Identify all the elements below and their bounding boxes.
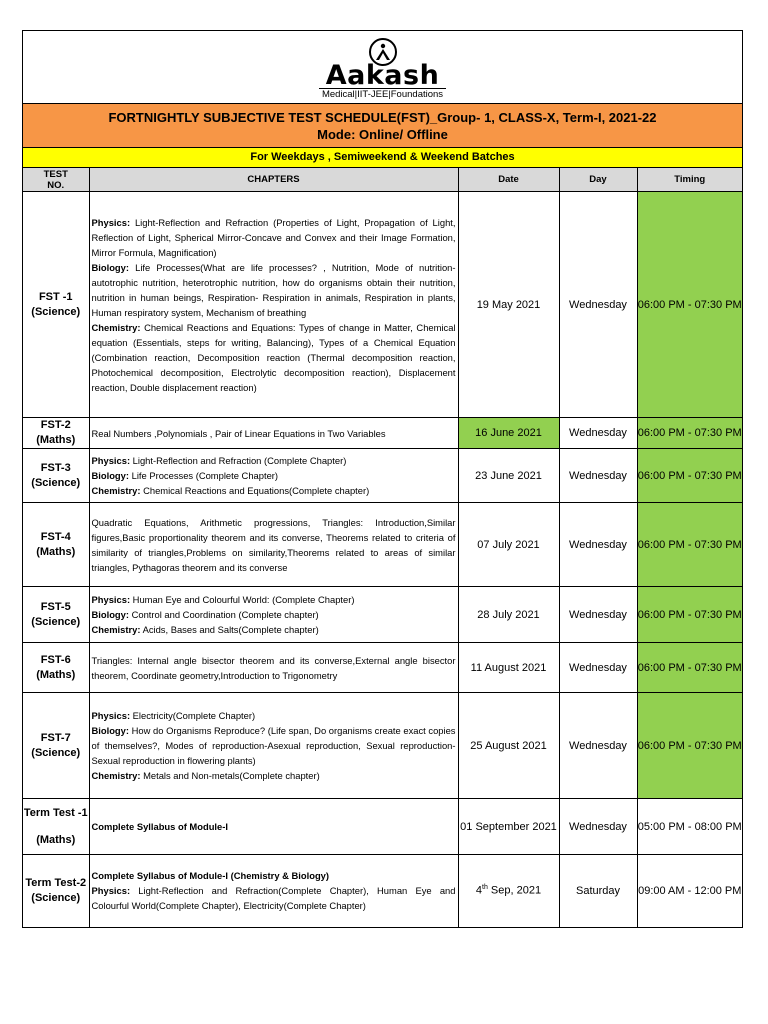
day-cell: Wednesday <box>559 449 637 503</box>
table-row <box>23 693 742 799</box>
timing-cell: 06:00 PM - 07:30 PM <box>637 192 742 418</box>
day-cell: Wednesday <box>559 587 637 643</box>
table-row <box>23 192 742 418</box>
timing-cell: 06:00 PM - 07:30 PM <box>637 643 742 693</box>
date-cell: 19 May 2021 <box>458 192 559 418</box>
table-row <box>23 799 742 855</box>
title-line-1: FORTNIGHTLY SUBJECTIVE TEST SCHEDULE(FST)_Group- 1, CLASS-X, Term-I, 2021-22 <box>108 110 657 125</box>
batch-banner: For Weekdays , Semiweekend & Weekend Batches <box>23 148 742 168</box>
table-row <box>23 855 742 927</box>
table-row <box>23 449 742 503</box>
test-number-cell: FST -1 (Science) <box>23 192 89 418</box>
day-cell: Wednesday <box>559 643 637 693</box>
timing-cell: 06:00 PM - 07:30 PM <box>637 449 742 503</box>
schedule-table <box>23 168 742 927</box>
day-cell: Wednesday <box>559 418 637 449</box>
date-cell: 11 August 2021 <box>458 643 559 693</box>
title-line-2: Mode: Online/ Offline <box>317 127 448 142</box>
logo-header <box>23 31 742 104</box>
col-header-timing: Timing <box>637 168 742 192</box>
brand-name: Aakash <box>325 60 440 91</box>
table-header-row <box>23 168 742 192</box>
chapters-cell: Complete Syllabus of Module-I (Chemistry & Biology) Physics: Light-Reflection and Refraction(Complete Chapter), Human Eye and Colourful World(Complete Chapter), Electricity(Complete Chapter) <box>89 855 458 927</box>
table-row <box>23 587 742 643</box>
timing-cell: 09:00 AM - 12:00 PM <box>637 855 742 927</box>
day-cell: Wednesday <box>559 799 637 855</box>
test-number-cell: Term Test-2 (Science) <box>23 855 89 927</box>
timing-cell: 05:00 PM - 08:00 PM <box>637 799 742 855</box>
day-cell: Wednesday <box>559 503 637 587</box>
table-row <box>23 418 742 449</box>
date-cell: 07 July 2021 <box>458 503 559 587</box>
chapters-cell: Quadratic Equations, Arithmetic progressions, Triangles: Introduction,Similar figures,Basic proportionality theorem and its converse, Theorems related to criteria of similarity of triangles,Problems on similarity,Theorems related to areas of similar triangles, Pythagoras theorem and its converse <box>89 503 458 587</box>
table-row <box>23 643 742 693</box>
date-cell: 25 August 2021 <box>458 693 559 799</box>
chapters-cell: Physics: Light-Reflection and Refraction (Complete Chapter) Biology: Life Processes (Complete Chapter) Chemistry: Chemical Reactions and Equations(Complete chapter) <box>89 449 458 503</box>
schedule-sheet <box>22 30 743 928</box>
test-number-cell: FST-3 (Science) <box>23 449 89 503</box>
timing-cell: 06:00 PM - 07:30 PM <box>637 693 742 799</box>
chapters-cell: Physics: Electricity(Complete Chapter) Biology: How do Organisms Reproduce? (Life span, Do organisms create exact copies of themselves?, Modes of reproduction-Asexual reproduction, Sexual reproduction-Sexual reproduction in flowering plants) Chemistry: Metals and Non-metals(Complete chapter) <box>89 693 458 799</box>
date-cell: 01 September 2021 <box>458 799 559 855</box>
date-cell: 23 June 2021 <box>458 449 559 503</box>
test-number-cell: FST-6 (Maths) <box>23 643 89 693</box>
date-cell: 16 June 2021 <box>458 418 559 449</box>
test-number-cell: FST-7 (Science) <box>23 693 89 799</box>
day-cell: Wednesday <box>559 693 637 799</box>
day-cell: Wednesday <box>559 192 637 418</box>
day-cell: Saturday <box>559 855 637 927</box>
chapters-cell: Physics: Human Eye and Colourful World: (Complete Chapter) Biology: Control and Coordination (Complete chapter) Chemistry: Acids, Bases and Salts(Complete chapter) <box>89 587 458 643</box>
chapters-cell: Real Numbers ,Polynomials , Pair of Linear Equations in Two Variables <box>89 418 458 449</box>
timing-cell: 06:00 PM - 07:30 PM <box>637 418 742 449</box>
table-row <box>23 503 742 587</box>
chapters-cell: Triangles: Internal angle bisector theorem and its converse,External angle bisector theorem, Coordinate geometry,Introduction to Trigonometry <box>89 643 458 693</box>
col-header-chapters: CHAPTERS <box>89 168 458 192</box>
test-number-cell: FST-5 (Science) <box>23 587 89 643</box>
test-number-cell: Term Test -1 (Maths) <box>23 799 89 855</box>
date-cell: 28 July 2021 <box>458 587 559 643</box>
schedule-title <box>23 104 742 148</box>
test-number-cell: FST-4 (Maths) <box>23 503 89 587</box>
brand-tagline: Medical|IIT-JEE|Foundations <box>23 89 742 100</box>
col-header-day: Day <box>559 168 637 192</box>
chapters-cell: Complete Syllabus of Module-I <box>89 799 458 855</box>
date-cell: 4th Sep, 2021 <box>458 855 559 927</box>
col-header-test-no: TEST NO. <box>23 168 89 192</box>
timing-cell: 06:00 PM - 07:30 PM <box>637 503 742 587</box>
test-number-cell: FST-2 (Maths) <box>23 418 89 449</box>
col-header-date: Date <box>458 168 559 192</box>
chapters-cell: Physics: Light-Reflection and Refraction (Properties of Light, Propagation of Light, Reflection of Light, Spherical Mirror-Concave and Convex and their Image Formation, Mirror Formula, Magnification) Biology: Life Processes(What are life processes? , Nutrition, Mode of nutrition- autotrophic nutrition, heterotrophic nutrition, how do organisms obtain their nutrition, nutrition in human beings, Respiration- Respiration in animals, Respiration in plants, Human respiratory system, Mechanism of breathing Chemistry: Chemical Reactions and Equations: Types of change in Matter, Chemical equation (Essentials, steps for writing, Balancing), Types of a Chemical Equation (Combination reaction, Decomposition reaction (Thermal decomposition reaction, Photochemical decomposition, Electrolytic decomposition reaction), Displacement reaction, Double displacement reaction) <box>89 192 458 418</box>
timing-cell: 06:00 PM - 07:30 PM <box>637 587 742 643</box>
